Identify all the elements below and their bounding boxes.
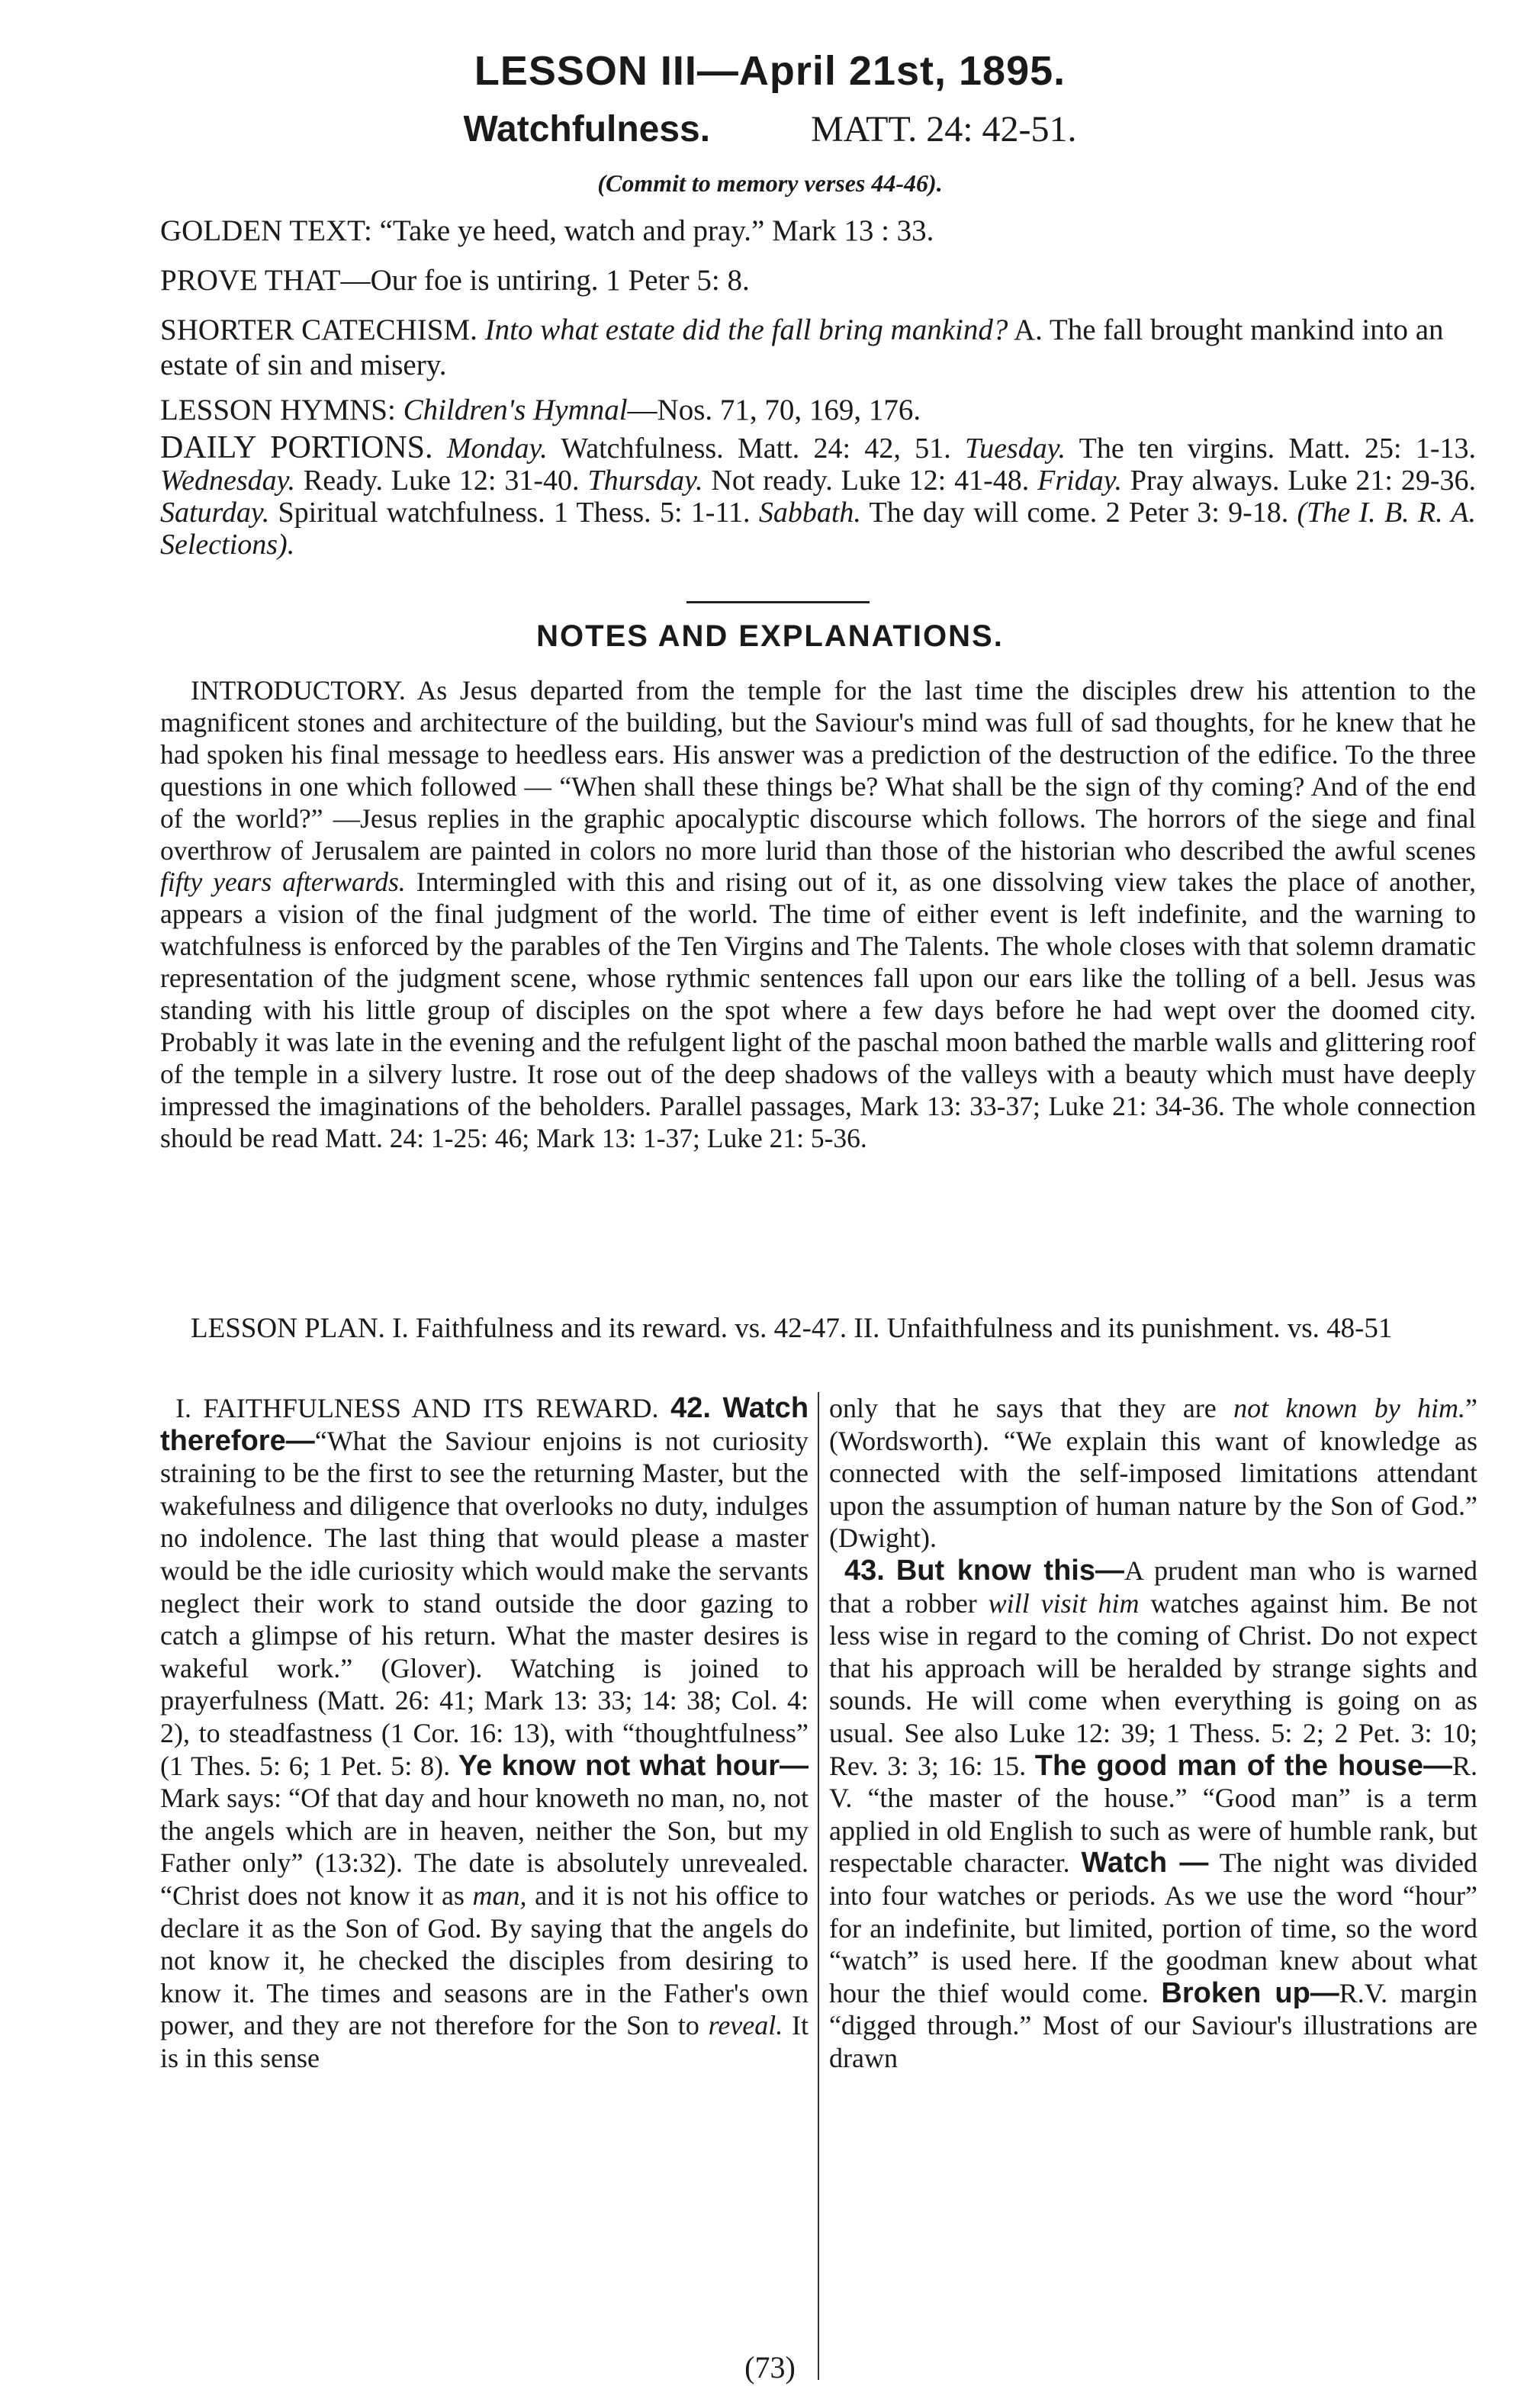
intro-text-a: As Jesus departed from the temple for the last time the disciples drew his attention to the magnificent stones and architecture of the building, but the Saviour's mind was full of sad thoughts, for he knew that he had spoken his final message to heedless ears. His answer was a prediction of the destruction of the edifice. To the three questions in one which followed — “When shall these things be? What shall be the sign of thy coming? And of the end of the world?” —Jesus replies in the graphic apocalyptic discourse which follows. The horrors of the siege and final overthrow of Jerusalem are painted in colors no more lurid than those of the historian who described the awful scenes <box>160 675 1476 866</box>
shorter-catechism <box>160 313 1476 383</box>
introductory-paragraph <box>160 675 1476 1155</box>
right-text-3: A prudent man who is warned that a robber <box>829 1555 1478 1619</box>
right-emphasis-visit: will visit him <box>988 1587 1140 1619</box>
right-column-text-2 <box>829 1555 1477 2075</box>
keyword-watch: Watch — <box>1081 1847 1209 1880</box>
right-text-5: R. V. “the master of the house.” “Good man” is a term applied in old English to such as were of humble rank, but respectable character. <box>829 1750 1477 1879</box>
left-text-2: Mark says: “Of that day and hour knoweth no man, no, not the angels which are in heaven, neither the Son, but my Father only” (13:32). The date is absolutely unrevealed. “Christ does not know it as <box>160 1783 809 1911</box>
golden-text-label: GOLDEN TEXT: <box>160 214 372 247</box>
daily-portions-label: DAILY PORTIONS. <box>160 430 433 465</box>
intro-label: INTRODUCTORY. <box>191 675 406 706</box>
left-column <box>160 1392 809 2074</box>
lesson-hymns <box>160 393 1476 428</box>
golden-text <box>160 214 1476 249</box>
right-column <box>829 1392 1477 2074</box>
lesson-subtitle <box>0 108 1540 150</box>
daily-text-friday: Pray always. Luke 21: 29-36. <box>1130 465 1477 497</box>
daily-day-friday: Friday. <box>1037 465 1122 497</box>
commit-note: (Commit to memory verses 44-46). <box>597 169 943 197</box>
daily-day-wednesday: Wednesday. <box>160 465 295 497</box>
left-emphasis-man: man, <box>472 1880 527 1911</box>
daily-portions <box>160 432 1476 561</box>
daily-text-thursday: Not ready. Luke 12: 41-48. <box>711 465 1030 497</box>
lesson-plan-label: LESSON PLAN. <box>191 1313 385 1344</box>
left-emphasis-reveal: reveal. <box>708 2010 783 2041</box>
prove-label: PROVE THAT— <box>160 264 371 297</box>
lesson-plan-text: I. Faithfulness and its reward. vs. 42-47. II. Unfaithfulness and its punishment. vs. 48-51 <box>392 1313 1393 1344</box>
hymns-label: LESSON HYMNS: <box>160 394 396 426</box>
daily-day-saturday: Saturday. <box>160 497 270 529</box>
left-text-4: It is in this sense <box>160 2010 809 2073</box>
left-text-1: “What the Saviour enjoins is not curiosity straining to be the first to see the returning Master, but the wakefulness and diligence that overlooks no duty, indulges no indolence. The last thing that would please a master would be the idle curiosity which would make the servants neglect their work to stand outside the door gazing to catch a glimpse of his return. What the master desires is wakeful work.” (Glover). Watching is joined to prayerfulness (Matt. 26: 41; Mark 13: 33; 14: 38; Col. 4: 2), to steadfastness (1 Cor. 16: 13), with “thoughtfulness” (1 Thes. 5: 6; 1 Pet. 5: 8). <box>160 1425 809 1781</box>
section-divider <box>686 601 870 603</box>
daily-text-sabbath: The day will come. 2 Peter 3: 9-18. <box>869 497 1289 529</box>
daily-day-tuesday: Tuesday. <box>965 433 1066 465</box>
golden-text-body: “Take ye heed, watch and pray.” Mark 13 : 33. <box>379 214 934 247</box>
keyword-broken-up: Broken up— <box>1161 1976 1339 2009</box>
lesson-title: LESSON III—April 21st, 1895. <box>474 48 1066 94</box>
daily-day-monday: Monday. <box>446 433 548 465</box>
hymns-book: Children's Hymnal <box>403 394 628 426</box>
hymns-numbers: —Nos. 71, 70, 169, 176. <box>627 394 921 426</box>
right-text-2: ” (Wordsworth). “We explain this want of knowledge as connected with the self-imposed limitations attendant upon the assumption of human nature by the Son of God.” (Dwight). <box>829 1393 1477 1554</box>
catechism-label: SHORTER CATECHISM. <box>160 314 477 346</box>
catechism-answer: A. The fall brought mankind into an estate of sin and misery. <box>160 314 1444 381</box>
keyword-watch-therefore: Watch therefore— <box>160 1392 809 1457</box>
intro-emphasis: fifty years afterwards. <box>160 867 406 898</box>
right-text-7: R.V. margin “digged through.” Most of our Saviour's illustrations are drawn <box>829 1977 1477 2073</box>
right-column-text-1 <box>829 1392 1477 1555</box>
prove-that <box>160 263 1476 298</box>
right-text-4: watches against him. Be not less wise in regard to the coming of Christ. Do not expect that his approach will be heralded by strange sights and sounds. He will come when everything is going on as usual. See also Luke 12: 39; 1 Thess. 5: 2; 2 Pet. 3: 10; Rev. 3: 3; 16: 15. <box>829 1587 1477 1781</box>
right-emphasis-not-known: not known by him. <box>1233 1393 1466 1423</box>
right-text-1: only that he says that they are <box>829 1393 1234 1423</box>
scripture-reference: MATT. 24: 42-51. <box>811 109 1077 150</box>
notes-heading: NOTES AND EXPLANATIONS. <box>536 619 1004 653</box>
daily-selections: (The I. B. R. A. Selections). <box>160 497 1476 561</box>
left-text-3: and it is not his office to declare it as the Son of God. By saying that the angels do not know it, he checked the disciples from desiring to know it. The times and seasons are in the Father's own power, and they are not therefore for the Son to <box>160 1880 809 2041</box>
daily-day-sabbath: Sabbath. <box>758 497 861 529</box>
column-divider <box>818 1392 819 2380</box>
daily-text-tuesday: The ten virgins. Matt. 25: 1-13. <box>1079 433 1476 465</box>
left-column-text <box>160 1392 809 2074</box>
prove-body: Our foe is untiring. 1 Peter 5: 8. <box>370 264 750 297</box>
daily-day-thursday: Thursday. <box>587 465 703 497</box>
lesson-topic: Watchfulness. <box>463 109 711 150</box>
page-number: (73) <box>744 2350 796 2385</box>
daily-text-saturday: Spiritual watchfulness. 1 Thess. 5: 1-11. <box>278 497 751 529</box>
keyword-ye-know-not: Ye know not what hour— <box>458 1749 809 1782</box>
keyword-but-know-this: But know this— <box>895 1554 1124 1587</box>
daily-text-monday: Watchfulness. Matt. 24: 42, 51. <box>561 433 951 465</box>
keyword-good-man: The good man of the house— <box>1034 1749 1452 1782</box>
verse-42-number: 42. <box>670 1392 711 1424</box>
section-label: I. FAITHFULNESS AND ITS REWARD. <box>175 1393 659 1423</box>
verse-43-number: 43. <box>844 1554 885 1587</box>
daily-text-wednesday: Ready. Luke 12: 31-40. <box>303 465 580 497</box>
catechism-question: Into what estate did the fall bring mankind? <box>484 314 1008 346</box>
lesson-plan <box>160 1312 1476 1346</box>
right-text-6: The night was divided into four watches or periods. As we use the word “hour” for an indefinite, but limited, portion of time, so the word “watch” is used here. If the goodman knew about what hour the thief would come. <box>829 1847 1478 2008</box>
intro-text-b: Intermingled with this and rising out of it, as one dissolving view takes the place of another, appears a vision of the final judgment of the world. The time of either event is left indefinite, and the warning to watchfulness is enforced by the parables of the Ten Virgins and The Talents. The whole closes with that solemn dramatic representation of the judgment scene, whose rythmic sentences fall upon our ears like the tolling of a bell. Jesus was standing with his little group of disciples on the spot where a few days before he had wept over the doomed city. Probably it was late in the evening and the refulgent light of the paschal moon bathed the marble walls and glittering roof of the temple in a silvery lustre. It rose out of the deep shadows of the valleys with a beauty which must have deeply impressed the imaginations of the beholders. Parallel passages, Mark 13: 33-37; Luke 21: 34-36. The whole connection should be read Matt. 24: 1-25: 46; Mark 13: 1-37; Luke 21: 5-36. <box>160 867 1476 1153</box>
